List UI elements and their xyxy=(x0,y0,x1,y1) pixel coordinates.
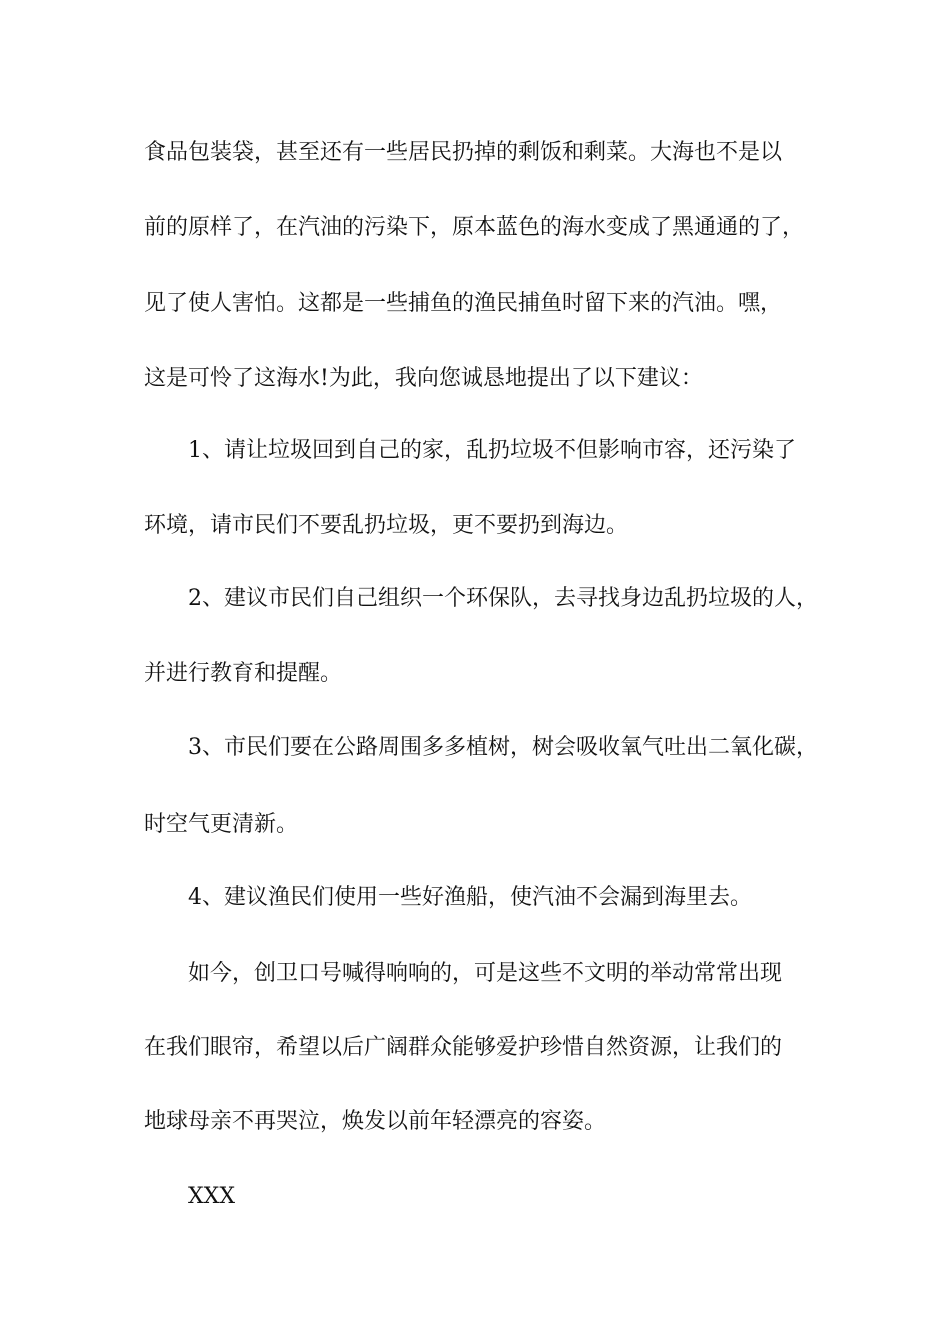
list-item-4-line: 4、建议渔民们使用一些好渔船，使汽油不会漏到海里去。 xyxy=(188,885,752,910)
text-line: 食品包装袋，甚至还有一些居民扔掉的剩饭和剩菜。大海也不是以 xyxy=(144,140,783,165)
text-line: 时空气更清新。 xyxy=(144,812,299,837)
list-item-3-line: 3、市民们要在公路周围多多植树，树会吸收氧气吐出二氧化碳， xyxy=(188,735,818,760)
text-line: 在我们眼帘，希望以后广阔群众能够爱护珍惜自然资源，让我们的 xyxy=(144,1035,783,1060)
text-line: 这是可怜了这海水!为此，我向您诚恳地提出了以下建议： xyxy=(144,366,703,391)
text-line: 见了使人害怕。这都是一些捕鱼的渔民捕鱼时留下来的汽油。嘿， xyxy=(144,291,783,316)
text-line: 环境，请市民们不要乱扔垃圾，更不要扔到海边。 xyxy=(144,513,629,538)
closing-paragraph-line: 如今，创卫口号喊得响响的，可是这些不文明的举动常常出现 xyxy=(188,961,783,986)
signature: XXX xyxy=(188,1184,235,1209)
list-item-1-line: 1、请让垃圾回到自己的家，乱扔垃圾不但影响市容，还污染了 xyxy=(188,438,796,463)
list-item-2-line: 2、建议市民们自己组织一个环保队，去寻找身边乱扔垃圾的人， xyxy=(188,586,818,611)
text-line: 前的原样了，在汽油的污染下，原本蓝色的海水变成了黑通通的了， xyxy=(144,215,805,240)
text-line: 并进行教育和提醒。 xyxy=(144,661,343,686)
text-line: 地球母亲不再哭泣，焕发以前年轻漂亮的容姿。 xyxy=(144,1109,607,1134)
